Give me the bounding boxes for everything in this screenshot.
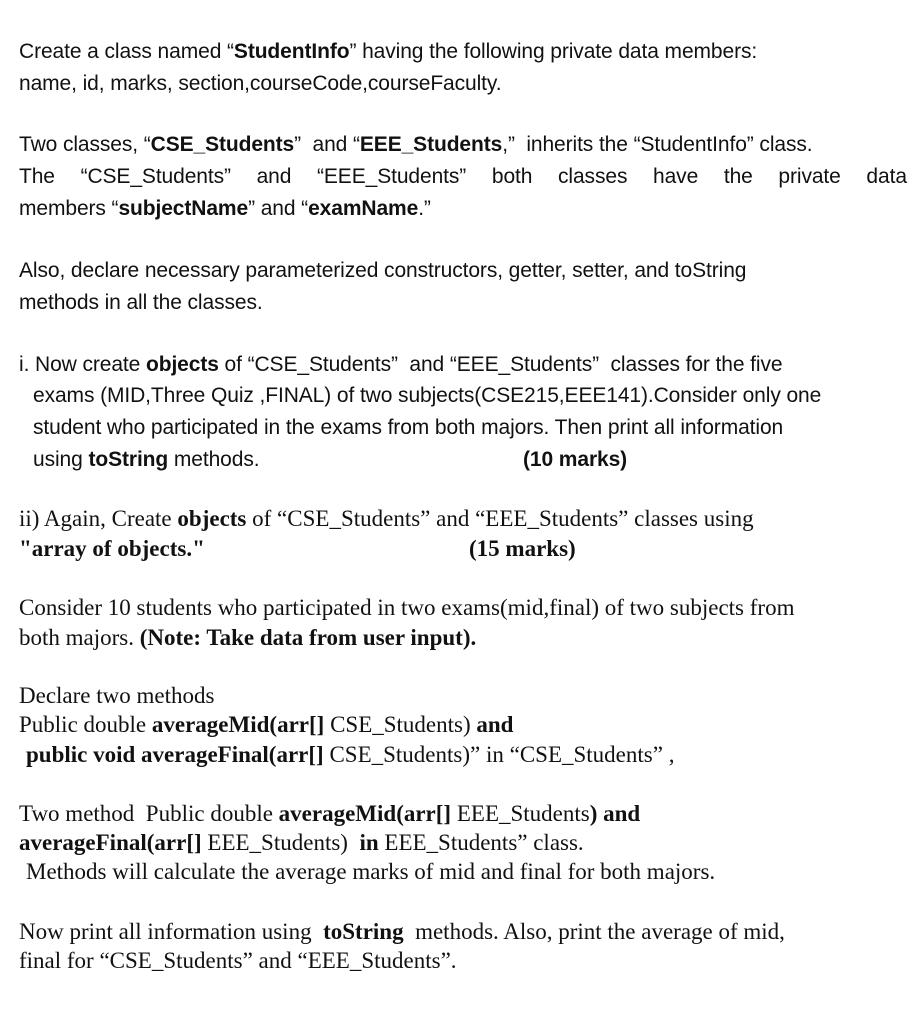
q2-marks: (15 marks) — [469, 536, 576, 561]
p8-line-3: Methods will calculate the average marks of mid and final for both majors. — [26, 859, 716, 884]
q2-line-2: "array of objects." — [19, 536, 205, 561]
p9-line-2: final for “CSE_Students” and “EEE_Students”. — [19, 948, 457, 973]
p2-line-3: members “subjectName” and “examName.” — [19, 197, 431, 220]
p7-line-2: Public double averageMid(arr[] CSE_Students) and — [19, 712, 514, 737]
p2-line-2: The “CSE_Students” and “EEE_Students” both classes have the private data — [19, 165, 907, 188]
q1-line-1: i. Now create objects of “CSE_Students” and “EEE_Students” classes for the five — [19, 353, 783, 376]
p8-line-2: averageFinal(arr[] EEE_Students) in EEE_Students” class. — [19, 830, 584, 855]
p6-line-2: both majors. (Note: Take data from user input). — [19, 625, 477, 650]
p2-line-1: Two classes, “CSE_Students” and “EEE_Students,” inherits the “StudentInfo” class. — [19, 133, 813, 156]
p1-line-1: Create a class named “StudentInfo” having the following private data members: — [19, 40, 758, 63]
p9-line-1: Now print all information using toString methods. Also, print the average of mid, — [19, 919, 785, 944]
p7-line-3: public void averageFinal(arr[] CSE_Students)” in “CSE_Students” , — [26, 742, 675, 767]
p3-line-2: methods in all the classes. — [19, 291, 263, 314]
q1-line-3: student who participated in the exams from both majors. Then print all information — [33, 416, 784, 439]
q1-line-4: using toString methods. — [33, 448, 260, 471]
p3-line-1: Also, declare necessary parameterized constructors, getter, setter, and toString — [19, 259, 747, 282]
p7-line-1: Declare two methods — [19, 683, 215, 708]
p1-line-2: name, id, marks, section,courseCode,courseFaculty. — [19, 72, 502, 95]
p8-line-1: Two method Public double averageMid(arr[] EEE_Students) and — [19, 801, 641, 826]
q2-line-1: ii) Again, Create objects of “CSE_Students” and “EEE_Students” classes using — [19, 506, 754, 531]
q1-line-2: exams (MID,Three Quiz ,FINAL) of two subjects(CSE215,EEE141).Consider only one — [33, 384, 822, 407]
p6-line-1: Consider 10 students who participated in two exams(mid,final) of two subjects from — [19, 595, 795, 620]
q1-marks: (10 marks) — [523, 448, 628, 471]
